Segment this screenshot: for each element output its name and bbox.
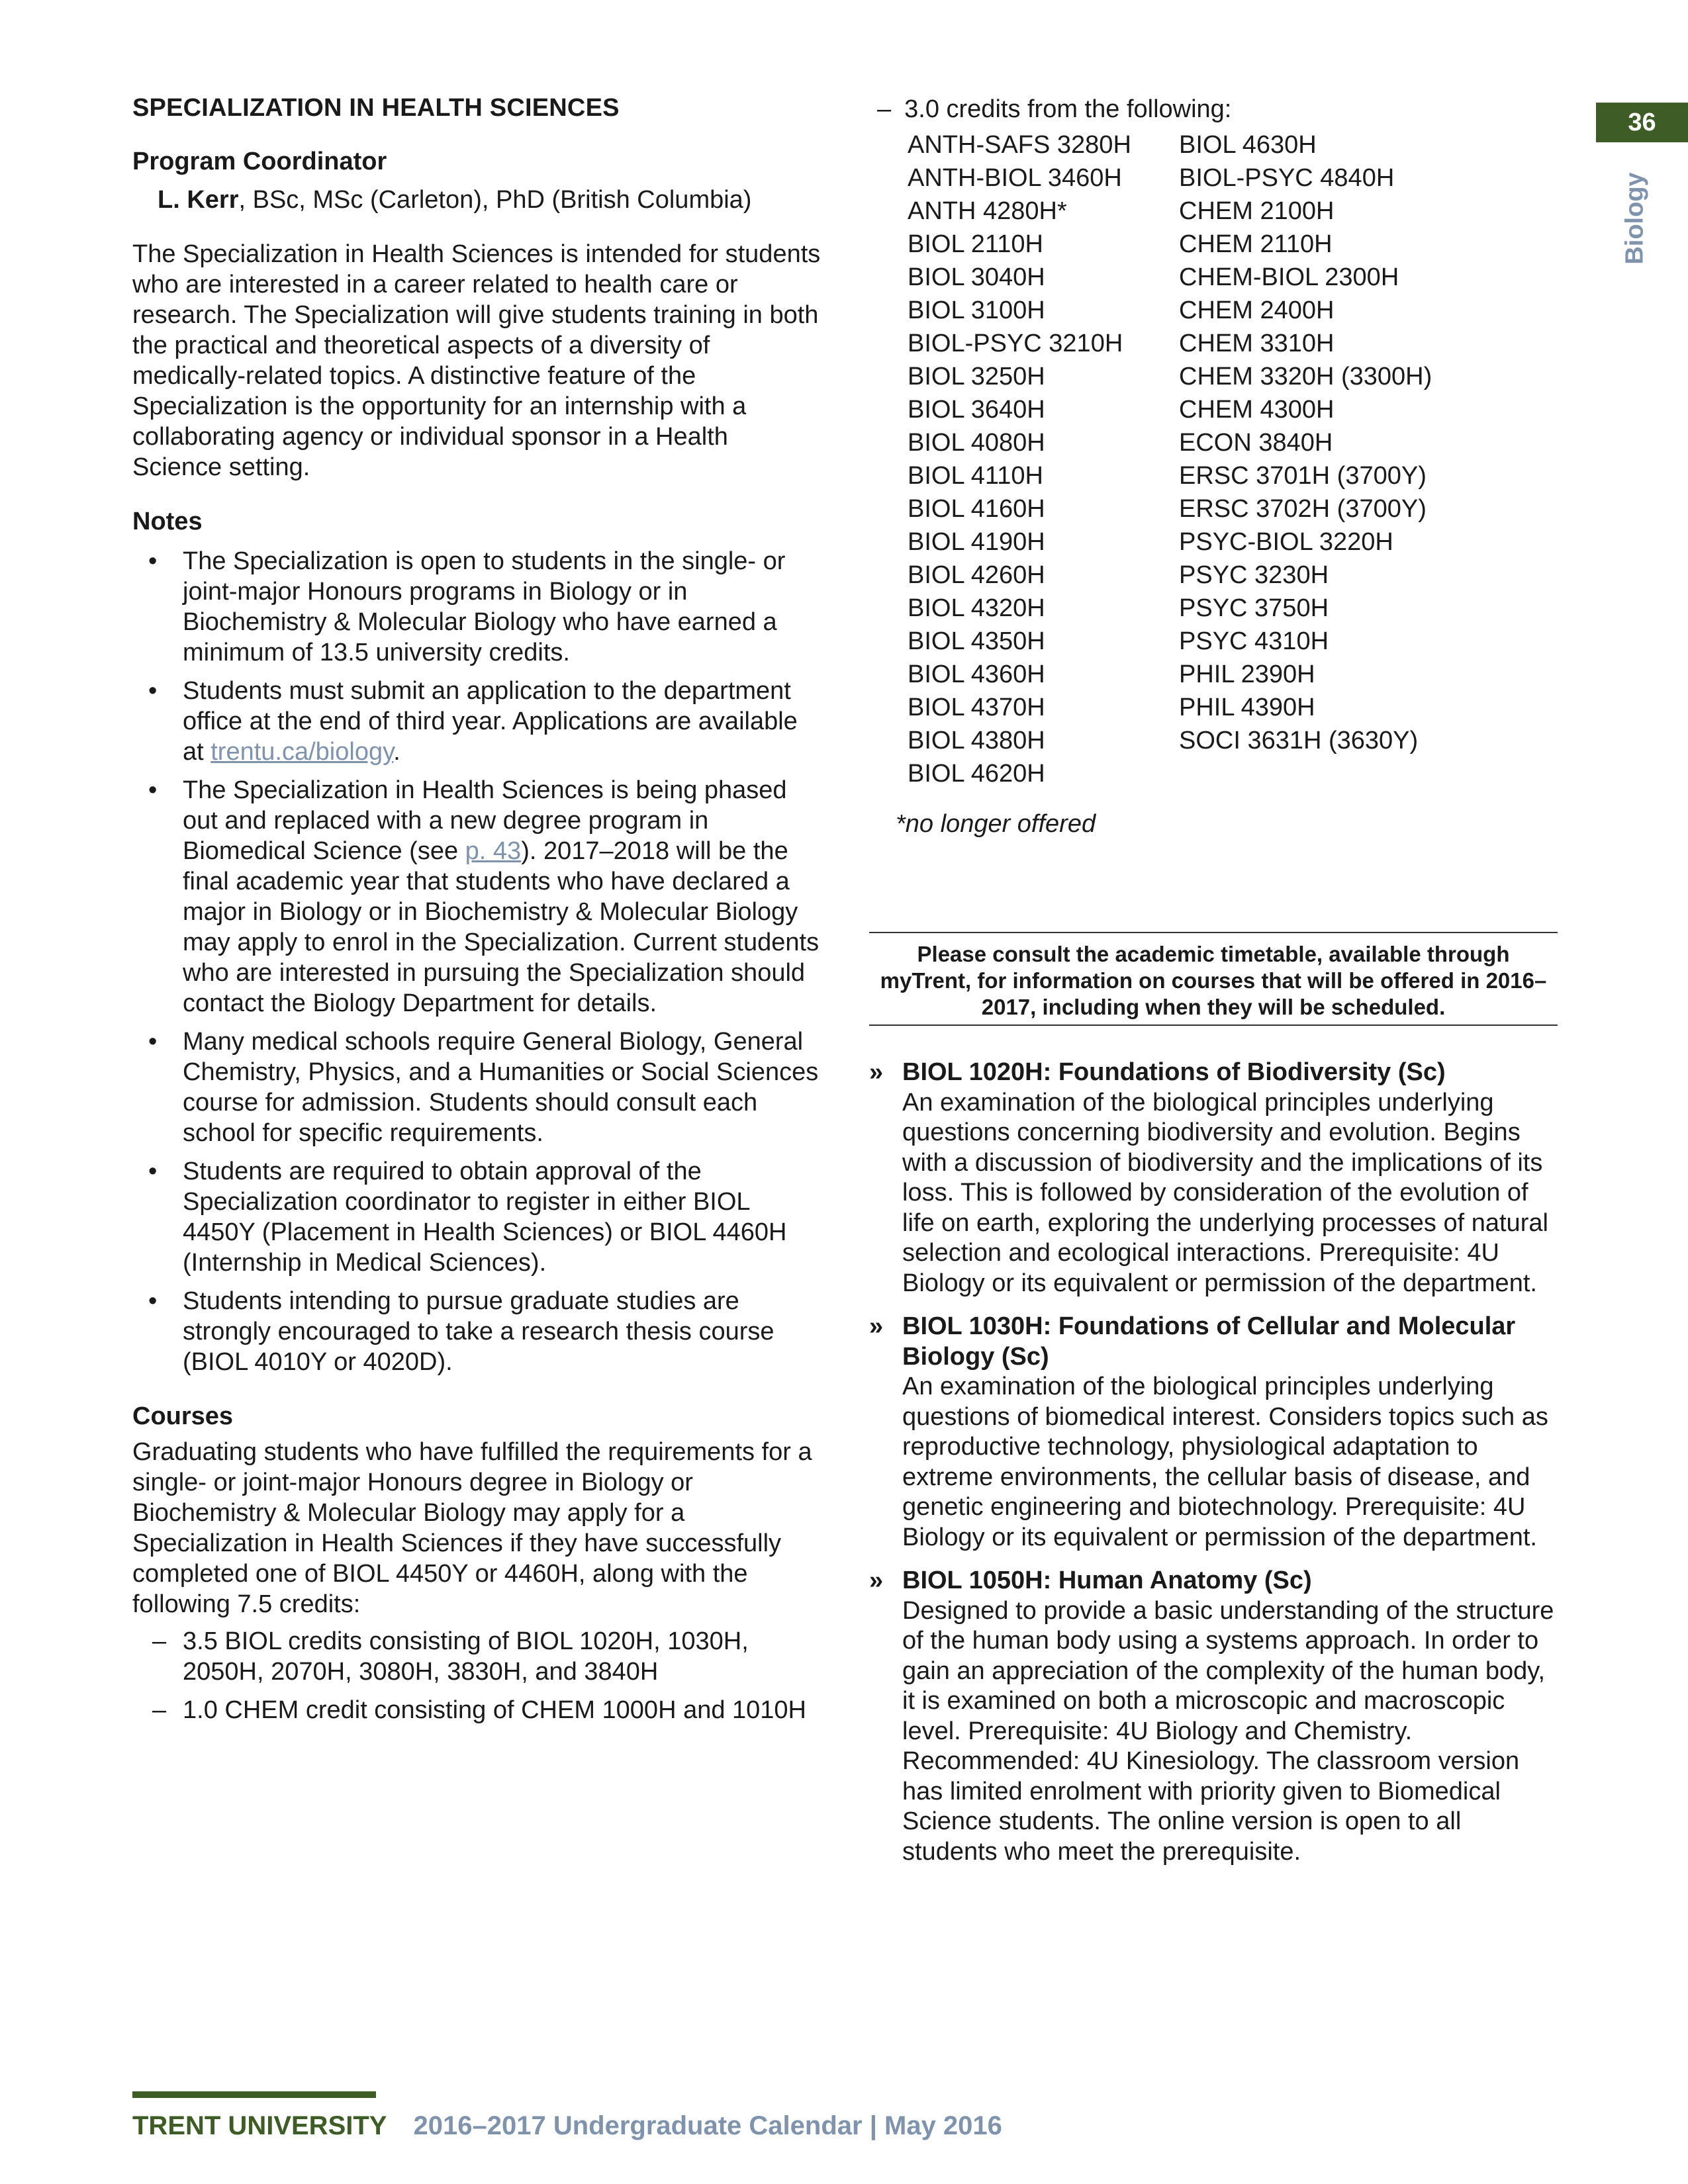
footer-university: TRENT UNIVERSITY xyxy=(132,2111,387,2140)
dash-icon: – xyxy=(877,95,892,123)
note-text-end: ). 2017–2018 will be the final academic year that students who have declared a major in Biology or in Biochemistry & Molecular Biology may apply to enrol in the Specialization. Current students who are interested in pursuing the Specialization should contact the Biology Department for details. xyxy=(183,837,820,1017)
note-item xyxy=(132,1286,821,1377)
coordinator-credentials: , BSc, MSc (Carleton), PhD (British Columbia) xyxy=(238,186,752,214)
bullet-icon: • xyxy=(148,1158,158,1185)
right-column xyxy=(869,94,1558,1880)
note-item xyxy=(132,546,821,668)
courses-heading: Courses xyxy=(132,1402,234,1430)
credits-heading-text: 3.0 credits from the following: xyxy=(904,95,1232,123)
timetable-notice: Please consult the academic timetable, available through myTrent, for information on courses that will be offered in 2016–2017, including when they will be scheduled. xyxy=(869,932,1558,1026)
elective-course: ANTH-BIOL 3460H xyxy=(908,164,1122,192)
elective-course: BIOL 4110H xyxy=(908,462,1043,490)
notes-list xyxy=(132,546,821,1377)
elective-course: BIOL 3100H xyxy=(908,296,1045,324)
biology-website-link[interactable]: trentu.ca/biology xyxy=(211,738,394,766)
page-number-tab: 36 xyxy=(1596,103,1688,142)
elective-course: BIOL 4630H xyxy=(1179,131,1317,159)
elective-course: BIOL-PSYC 4840H xyxy=(1179,164,1395,192)
dash-icon: – xyxy=(152,1696,167,1724)
note-text: Students are required to obtain approval of the Specialization coordinator to register in either BIOL 4450Y (Placement in Health Sciences) or BIOL 4460H (Internship in Medical Sciences). xyxy=(183,1158,787,1277)
course-entry xyxy=(869,1058,1558,1298)
elective-course: BIOL 4160H xyxy=(908,495,1045,523)
bullet-icon: • xyxy=(148,1028,158,1056)
elective-course: CHEM 4300H xyxy=(1179,396,1335,424)
requirement-item xyxy=(132,1695,821,1725)
elective-course: PSYC 4310H xyxy=(1179,627,1329,655)
courses-paragraph: Graduating students who have fulfilled the requirements for a single- or joint-major Honours degree in Biology or Biochemistry & Molecular Biology may apply for a Specialization in Health Sciences if they have successfully completed one of BIOL 4450Y or 4460H, along with the following 7.5 credits: xyxy=(132,1438,812,1618)
elective-course: BIOL 4360H xyxy=(908,660,1045,688)
elective-column-2 xyxy=(1179,128,1457,790)
coordinator-heading: Program Coordinator xyxy=(132,148,387,175)
course-descriptions xyxy=(869,1058,1558,1867)
note-item xyxy=(132,1156,821,1278)
section-title: SPECIALIZATION IN HEALTH SCIENCES xyxy=(132,94,620,122)
elective-course: PSYC 3750H xyxy=(1179,594,1329,622)
section-side-label: Biology xyxy=(1620,172,1649,265)
elective-course: SOCI 3631H (3630Y) xyxy=(1179,727,1419,754)
page-43-link[interactable]: p. 43 xyxy=(465,837,522,865)
intro-paragraph: The Specialization in Health Sciences is intended for students who are interested in a career related to health care or research. The Specialization will give students training in both the practical and theoretical aspects of a diversity of medically-related topics. A distinctive feature of the Specialization is the opportunity for an internship with a collaborating agency or individual sponsor in a Health Science setting. xyxy=(132,240,821,481)
footer-calendar: 2016–2017 Undergraduate Calendar | May 2016 xyxy=(413,2111,1002,2140)
left-column xyxy=(132,94,821,1733)
course-title: BIOL 1020H: Foundations of Biodiversity (Sc) xyxy=(902,1058,1446,1086)
elective-course: ECON 3840H xyxy=(1179,429,1333,457)
bullet-icon: • xyxy=(148,1287,158,1315)
note-text: The Specialization in Health Sciences is being phased out and replaced with a new degree program in Biomedical Science (see xyxy=(183,776,787,865)
notes-heading: Notes xyxy=(132,508,203,535)
bullet-icon: • xyxy=(148,677,158,705)
elective-course: BIOL 4190H xyxy=(908,528,1045,556)
course-title: BIOL 1030H: Foundations of Cellular and Molecular Biology (Sc) xyxy=(902,1312,1516,1371)
note-text: Many medical schools require General Biology, General Chemistry, Physics, and a Humanities or Social Sciences course for admission. Students should consult each school for specific requirements. xyxy=(183,1028,819,1147)
coordinator-line xyxy=(158,185,821,215)
elective-course: BIOL 2110H xyxy=(908,230,1043,258)
note-item xyxy=(132,775,821,1019)
elective-course: BIOL 3250H xyxy=(908,363,1045,390)
footer-rule xyxy=(132,2091,376,2098)
course-description: Designed to provide a basic understanding of the structure of the human body using a systems approach. In order to gain an appreciation of the complexity of the human body, it is examined on both a microscopic and macroscopic level. Prerequisite: 4U Biology and Chemistry. Recommended: 4U Kinesiology. The classroom version has limited enrolment with priority given to Biomedical Science students. The online version is open to all students who meet the prerequisite. xyxy=(902,1596,1554,1866)
note-text-end: . xyxy=(393,738,400,766)
requirement-text: 1.0 CHEM credit consisting of CHEM 1000H and 1010H xyxy=(183,1696,807,1724)
elective-course: CHEM 2100H xyxy=(1179,197,1335,225)
elective-course: ERSC 3701H (3700Y) xyxy=(1179,462,1427,490)
elective-course: ANTH-SAFS 3280H xyxy=(908,131,1131,159)
elective-course: BIOL 4380H xyxy=(908,727,1045,754)
course-description: An examination of the biological principles underlying questions concerning biodiversity and evolution. Begins with a discussion of biodiversity and the implications of its loss. This is followed by consideration of the evolution of life on earth, exploring the underlying processes of natural selection and ecological interactions. Prerequisite: 4U Biology or its equivalent or permission of the department. xyxy=(902,1088,1548,1297)
requirement-item xyxy=(132,1626,821,1687)
elective-course: CHEM-BIOL 2300H xyxy=(1179,263,1399,291)
note-text: Students must submit an application to the department office at the end of third year. Applications are available at xyxy=(183,677,798,766)
course-description: An examination of the biological principles underlying questions of biomedical interest. Considers topics such as reproductive technology, physiological adaptation to extreme environments, the cellular basis of disease, and genetic engineering and biotechnology. Prerequisite: 4U Biology or its equivalent or permission of the department. xyxy=(902,1373,1548,1551)
elective-course: BIOL 4080H xyxy=(908,429,1045,457)
elective-course: CHEM 3310H xyxy=(1179,330,1335,357)
elective-course: BIOL 4320H xyxy=(908,594,1045,622)
bullet-icon: • xyxy=(148,776,158,804)
course-title: BIOL 1050H: Human Anatomy (Sc) xyxy=(902,1567,1312,1594)
note-text: The Specialization is open to students in the single- or joint-major Honours programs in Biology or in Biochemistry & Molecular Biology who have earned a minimum of 13.5 university credits. xyxy=(183,547,786,666)
note-item xyxy=(132,1026,821,1148)
footnote: *no longer offered xyxy=(896,810,1096,838)
elective-course: BIOL 3040H xyxy=(908,263,1045,291)
elective-course: CHEM 2110H xyxy=(1179,230,1333,258)
elective-column-1 xyxy=(908,128,1179,790)
chevron-icon: » xyxy=(869,1567,884,1594)
credits-heading xyxy=(877,94,1558,124)
elective-course: BIOL 4370H xyxy=(908,694,1045,721)
dash-icon: – xyxy=(152,1627,167,1655)
elective-course: PSYC 3230H xyxy=(1179,561,1329,589)
elective-course: CHEM 3320H (3300H) xyxy=(1179,363,1432,390)
bullet-icon: • xyxy=(148,547,158,575)
page-footer xyxy=(132,2111,1002,2141)
course-entry xyxy=(869,1566,1558,1867)
elective-course: CHEM 2400H xyxy=(1179,296,1335,324)
note-item xyxy=(132,676,821,767)
chevron-icon: » xyxy=(869,1312,884,1340)
elective-course: PSYC-BIOL 3220H xyxy=(1179,528,1393,556)
elective-course: BIOL 4350H xyxy=(908,627,1045,655)
elective-course: BIOL 4260H xyxy=(908,561,1045,589)
chevron-icon: » xyxy=(869,1058,884,1086)
elective-course: ANTH 4280H* xyxy=(908,197,1067,225)
course-entry xyxy=(869,1312,1558,1553)
elective-course: BIOL 3640H xyxy=(908,396,1045,424)
elective-course: BIOL-PSYC 3210H xyxy=(908,330,1123,357)
elective-course: ERSC 3702H (3700Y) xyxy=(1179,495,1427,523)
requirement-text: 3.5 BIOL credits consisting of BIOL 1020H, 1030H, 2050H, 2070H, 3080H, 3830H, and 3840H xyxy=(183,1627,749,1686)
elective-course: PHIL 4390H xyxy=(1179,694,1315,721)
requirements-list xyxy=(132,1626,821,1725)
note-text: Students intending to pursue graduate studies are strongly encouraged to take a research thesis course (BIOL 4010Y or 4020D). xyxy=(183,1287,774,1376)
elective-course-grid xyxy=(908,128,1558,790)
elective-course: BIOL 4620H xyxy=(908,760,1045,788)
coordinator-name: L. Kerr xyxy=(158,186,239,214)
elective-course: PHIL 2390H xyxy=(1179,660,1315,688)
